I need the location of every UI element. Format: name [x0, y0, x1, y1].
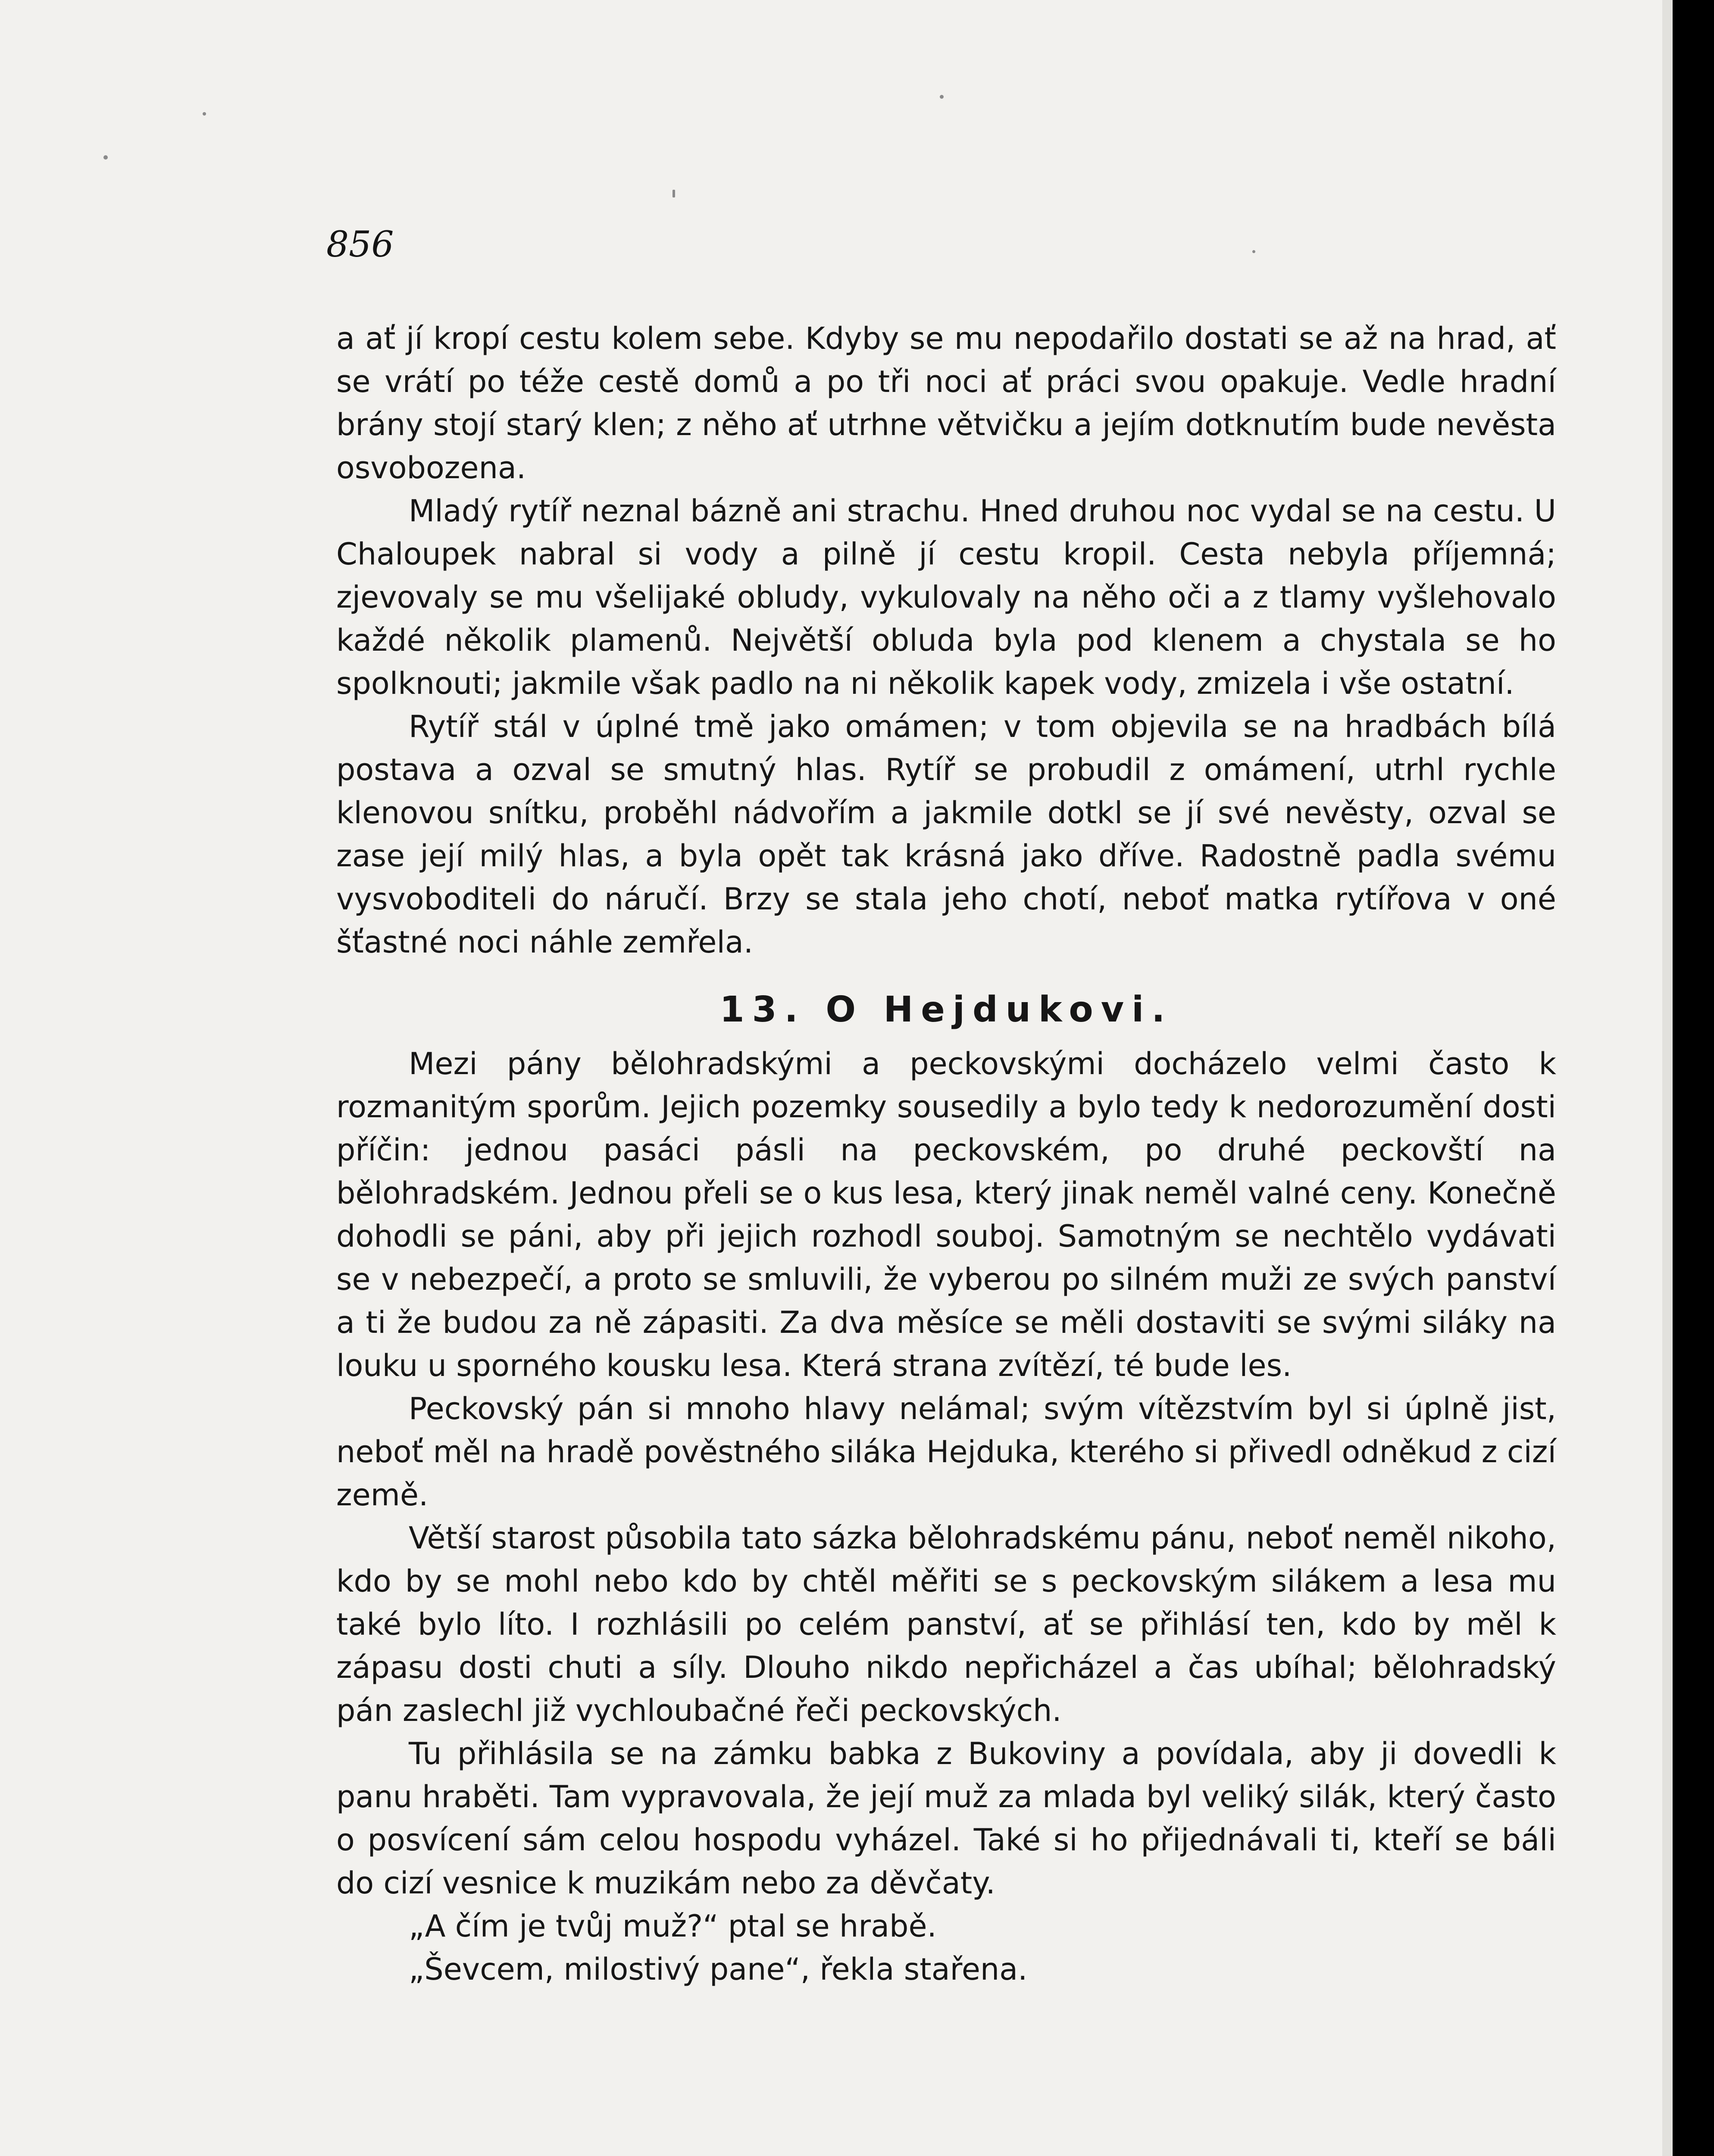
- scan-speck: [672, 190, 675, 197]
- scan-speck: [940, 95, 944, 99]
- page-number: 856: [326, 224, 394, 265]
- paragraph: Peckovský pán si mnoho hlavy nelámal; svým vítězstvím byl si úplně jist, neboť měl na hradě pověstného siláka Hejduka, kterého si přivedl odněkud z cizí země.: [336, 1391, 1556, 1513]
- scan-speck: [1252, 250, 1255, 253]
- scan-speck: [103, 155, 108, 160]
- page-body: [336, 317, 1556, 1991]
- dialogue-line: „A čím je tvůj muž?“ ptal se hrabě.: [409, 1908, 937, 1944]
- scan-speck: [203, 112, 206, 116]
- paragraph: Mezi pány bělohradskými a peckovskými docházelo velmi často k rozmanitým sporům. Jejich pozemky sousedily a bylo tedy k nedorozumění dosti příčin: jednou pasáci pásli na peckovském, po druhé peckovští na bělohradském. Jednou přeli se o kus lesa, který jinak neměl valné ceny. Konečně dohodli se páni, aby při jejich rozhodl souboj. Samotným se nechtělo vydávati se v nebezpečí, a proto se smluvili, že vyberou po silném muži ze svých panství a ti že budou za ně zápasiti. Za dva měsíce se měli dostaviti se svými siláky na louku u sporného kousku lesa. Která strana zvítězí, té bude les.: [336, 1046, 1556, 1383]
- section-heading: 13. O Hejdukovi.: [719, 989, 1173, 1030]
- paragraph: Větší starost působila tato sázka bělohradskému pánu, neboť neměl nikoho, kdo by se mohl nebo kdo by chtěl měřiti se s peckovským silákem a lesa mu také bylo líto. I rozhlásili po celém panství, ať se přihlásí ten, kdo by měl k zápasu dosti chuti a síly. Dlouho nikdo nepřicházel a čas ubíhal; bělohradský pán zaslechl již vychloubačné řeči peckovských.: [336, 1520, 1556, 1728]
- paragraph: Mladý rytíř neznal bázně ani strachu. Hned druhou noc vydal se na cestu. U Chaloupek nabral si vody a pilně jí cestu kropil. Cesta nebyla příjemná; zjevovaly se mu všelijaké obludy, vykulovaly na něho oči a z tlamy vyšlehovalo každé několik plamenů. Největší obluda byla pod klenem a chystala se ho spolknouti; jakmile však padlo na ni několik kapek vody, zmizela i vše ostatní.: [336, 493, 1556, 701]
- paragraph: Tu přihlásila se na zámku babka z Bukoviny a povídala, aby ji dovedli k panu hraběti. Tam vypravovala, že její muž za mlada byl veliký silák, který často o posvícení sám celou hospodu vyházel. Také si ho přijednávali ti, kteří se báli do cizí vesnice k muzikám nebo za děvčaty.: [336, 1736, 1556, 1901]
- dialogue-line: „Ševcem, milostivý pane“, řekla stařena.: [409, 1952, 1028, 1987]
- paragraph: a ať jí kropí cestu kolem sebe. Kdyby se mu nepodařilo dostati se až na hrad, ať se vrátí po téže cestě domů a po tři noci ať práci svou opakuje. Vedle hradní brány stojí starý klen; z něho ať utrhne větvičku a jejím dotknutím bude nevěsta osvobozena.: [336, 321, 1556, 486]
- paragraph: Rytíř stál v úplné tmě jako omámen; v tom objevila se na hradbách bílá postava a ozval se smutný hlas. Rytíř se probudil z omámení, utrhl rychle klenovou snítku, proběhl nádvořím a jakmile dotkl se jí své nevěsty, ozval se zase její milý hlas, a byla opět tak krásná jako dříve. Radostně padla svému vysvoboditeli do náručí. Brzy se stala jeho chotí, neboť matka rytířova v oné šťastné noci náhle zemřela.: [336, 709, 1556, 960]
